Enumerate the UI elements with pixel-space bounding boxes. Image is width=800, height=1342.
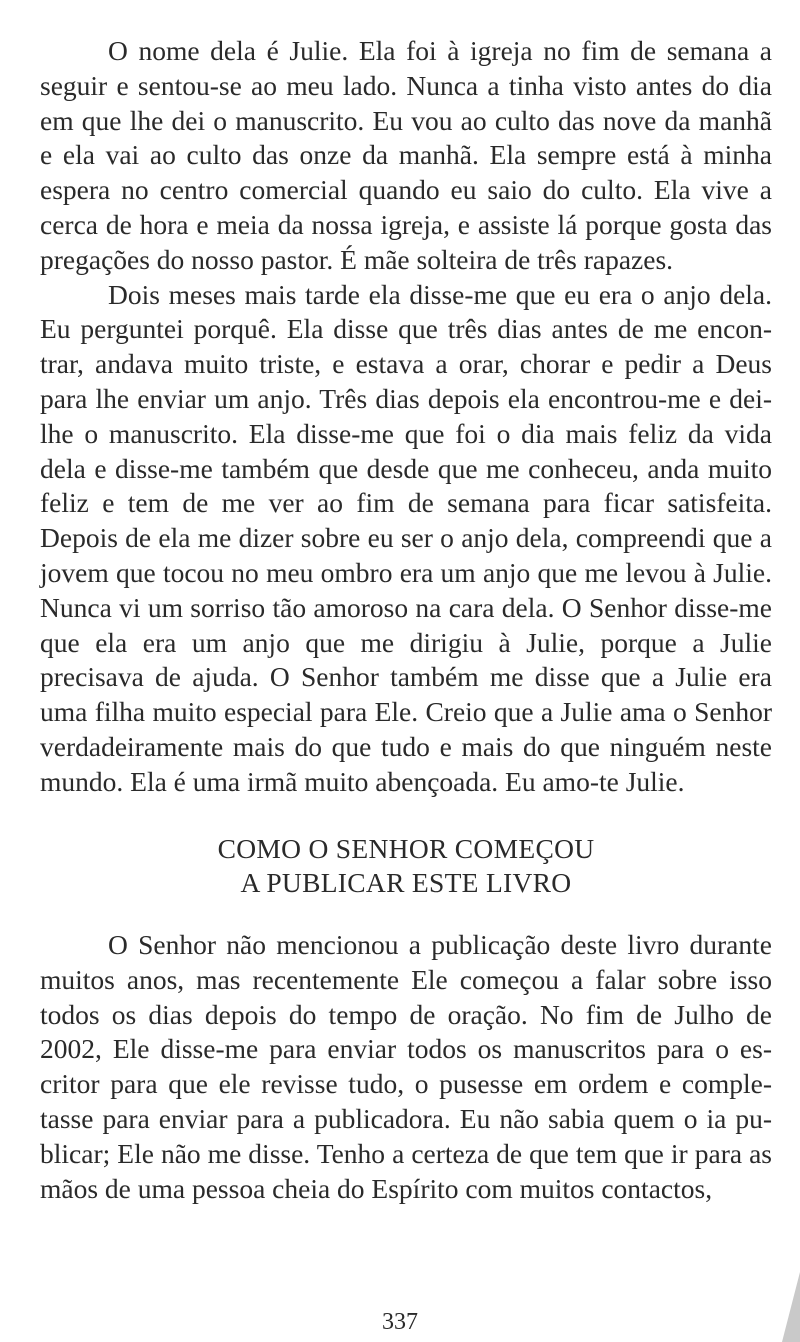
section-heading-line-1: COMO O SENHOR COMEÇOU <box>217 833 595 864</box>
body-text-bottom <box>40 928 772 1206</box>
section-heading <box>40 832 772 900</box>
body-text-top <box>40 34 772 800</box>
section-heading-line-2: A PUBLICAR ESTE LIVRO <box>240 867 572 898</box>
page-number: 337 <box>382 1309 418 1335</box>
page-corner-shadow <box>782 1272 800 1342</box>
paragraph-publication: O Senhor não mencionou a publicação deste livro durante muitos anos, mas recentemente Ele começou a falar sobre isso todos os dias depois do tempo de oração. No fim de Julho de 2002, Ele disse-me para enviar todos os manuscritos para o escritor para que ele revisse tudo, o pusesse em ordem e completasse para enviar para a publicadora. Eu não sabia quem o ia publicar; Ele não me disse. Tenho a certeza de que tem que ir para as mãos de uma pessoa cheia do Espírito com muitos contactos, <box>40 929 772 1204</box>
paragraph-julie-intro: O nome dela é Julie. Ela foi à igreja no fim de semana a seguir e sentou-se ao meu lado. Nunca a tinha visto antes do dia em que lhe dei o manuscrito. Eu vou ao culto das nove da manhã e ela vai ao culto das onze da manhã. Ela sempre está à minha espera no centro comercial quando eu saio do culto. Ela vive a cerca de hora e meia da nossa igreja, e assiste lá porque gosta das pregações do nosso pastor. É mãe solteira de três rapazes. <box>40 35 772 275</box>
paragraph-angel: Dois meses mais tarde ela disse-me que eu era o anjo dela. Eu perguntei porquê. Ela disse que três dias antes de me encontrar, andava muito triste, e estava a orar, chorar e pedir a Deus para lhe enviar um anjo. Três dias depois ela encontrou-me e dei-lhe o manuscrito. Ela disse-me que foi o dia mais feliz da vida dela e disse-me também que desde que me conheceu, anda muito feliz e tem de me ver ao fim de semana para ficar satisfeita. Depois de ela me dizer sobre eu ser o anjo dela, compreendi que a jovem que tocou no meu ombro era um anjo que me levou à Julie. Nunca vi um sorriso tão amoroso na cara dela. O Senhor disse-me que ela era um anjo que me dirigiu à Julie, porque a Julie precisava de ajuda. O Senhor também me disse que a Julie era uma filha muito especial para Ele. Creio que a Julie ama o Senhor verdadeiramente mais do que tudo e mais do que ninguém neste mundo. Ela é uma irmã muito abençoada. Eu amo-te Julie. <box>40 278 772 797</box>
